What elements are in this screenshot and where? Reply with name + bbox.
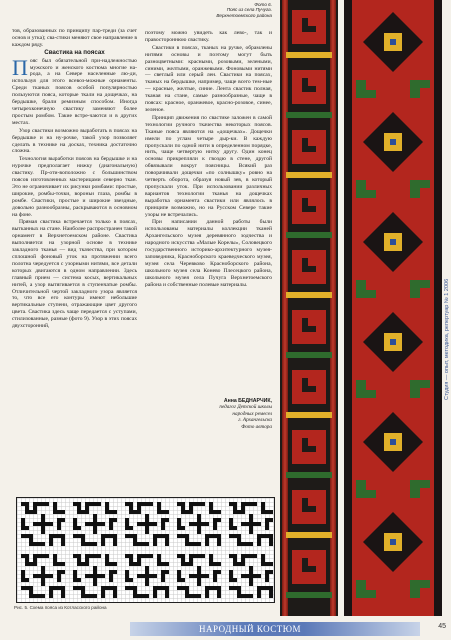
- paragraph: Свастики в поясах, тканых на ручке, обрамлены нитями основы и поэтому могут быть разноцветными: красными, розовыми, зелеными, синими, желтыми, оранжевыми. Фоновыми нитями — светлый или серый лен. Свастики на поясах, тканых на бердышке, например, чаще всего тем-ные — красные, желтые, синие. Лента свастик полная, тканая на стане, самые разнообразные, чаще в поясах: красное, оранжевое, красно-розовое, синее, зеленое.: [145, 44, 272, 113]
- weaving-pattern-diagram: [16, 497, 275, 603]
- author-name: Анна БЕДНАРЧИК,: [223, 398, 272, 404]
- author-city: г. Архангельска: [238, 417, 272, 424]
- paragraph: Узор свастики возможно выработать в поясах на бердышке и на ну-рочке, такой узор позволяет сделать в технике на досках, техника достаточно сложна.: [12, 127, 137, 155]
- intro-paragraph: тов, образованных по принципу пар-треди (за счет основ и утка); сва-стики меняют свое направление в каждом ряду.: [12, 28, 137, 48]
- paragraph-text: ояс был обязательной при-надлежностью мужского и женского костюма многие на-рода, а на Севере населенные лю-ди, используя для этого всевоз-можные орнаменты. Среди тканых поясов особой популярностью пользуются пояса, которые ткали на дощечках, на бердышке, брали ремизным способом. Иногда четырехконечную свастику заменяют более простым ромбом. Такие встре-чаются и в других местах.: [12, 57, 137, 126]
- paragraph: поэтому можно увидеть как лево-, так и правостороннюю свастику.: [145, 30, 272, 43]
- author-block: [198, 398, 272, 430]
- author-role: народных ремесел: [232, 410, 272, 417]
- paragraph: При написании данной работы были использованы материалы коллекции тканей Архангельского музея деревянного зодчества и народного искусства «Малые Корелы», Соловецкого государственного историко-архитектурного музея-заповедника, Красноборского краеведческого музея, музея села Черевково Красноборского района, школьного музея села Конево Плесецкого района, школьного музея села Пучуга Верхнетоемского района и собственные полевые материалы.: [145, 219, 272, 288]
- journal-side-text: Студия — опыт, методика, репертуар № 1 2006: [444, 278, 450, 400]
- section-title: НАРОДНЫЙ КОСТЮМ: [198, 624, 302, 634]
- drop-letter: П: [12, 54, 28, 80]
- middle-column: [145, 30, 272, 290]
- section-heading: Свастика на поясах: [44, 48, 105, 56]
- author-role: педагог Детской школы: [219, 404, 272, 411]
- paragraph: Прямая свастика встречается только в поясах, вытканных на стане. Наиболее распространен такой орнамент в Верхнетоемском районе. Свастика выполняется на узорной основе в технике закладного тканья — вид ткачества, при котором сплошной фоновый уток на протяжении всего полотна чередуется с узорными нитями, все детали которых двигаются в одном направлении. Здесь главный прием — система косых, вертикальных нитей, а узор вытягивается в ступенчатые ромбы. Отличительной чертой закладного узора является то, что все его контуры имеют небольшие вертикальные ступени, отражающие цвет другого цвета. Свастика здесь чаще передается с уступами, стилизованные, разные (фото 9). Узор в этих поясах двухсторонний,: [12, 219, 137, 330]
- dropcap-paragraph: [12, 54, 137, 127]
- figure-caption: Рис. 5. Схема пояса из Котласского района: [14, 605, 107, 610]
- textile-photo: [280, 0, 442, 616]
- pattern-graphic: [17, 498, 274, 602]
- paragraph: Технология выработки поясов на бердышке и на нурочке предполагает нижку (диагональную) свастику. Пр-оти-воположно с большинством поясов изготовленных мастерицами северно ткан. Это не ограничивает их рисунки ромбами: простые, широкие, ромбы-точки, вороньи глаза, ромбы в ромбе. Свастики, простые и широкие звездные, довольно разнообразны, раскрываются в основном на фоне.: [12, 156, 137, 218]
- left-column: [12, 28, 137, 331]
- page-number: 45: [438, 623, 446, 630]
- photo-caption: Фото 6. Пояс из села Пучуга. Верхнетоемского района: [216, 2, 272, 18]
- paragraph: Принцип движения по свастике заложен в самой технологии ручного ткачества некоторых поясов. Тканые пояса являются на «дощечках». Дощечки имели по углам четыре дыр-ки. В каждую пропускали по одной нити в определенном порядке, нить, чаще четвертую нитку другу. Один конец основы прикрепляли к гвоздю в стене, другой обвязывали вокруг поясницы. Всякий раз поворачивали дощечки «по солнышку» ровно на четверть оборота, образуя новый зев, в который пропускали уток. При использовании различных вариантов технологии тканья на дощечках выработка орнамента свастики или являлось в принципе возможно, но на Русском Севере такие узоры не встречались.: [145, 114, 272, 218]
- photo-credit: Фото автора: [241, 423, 272, 430]
- woven-belt-image: [280, 0, 442, 616]
